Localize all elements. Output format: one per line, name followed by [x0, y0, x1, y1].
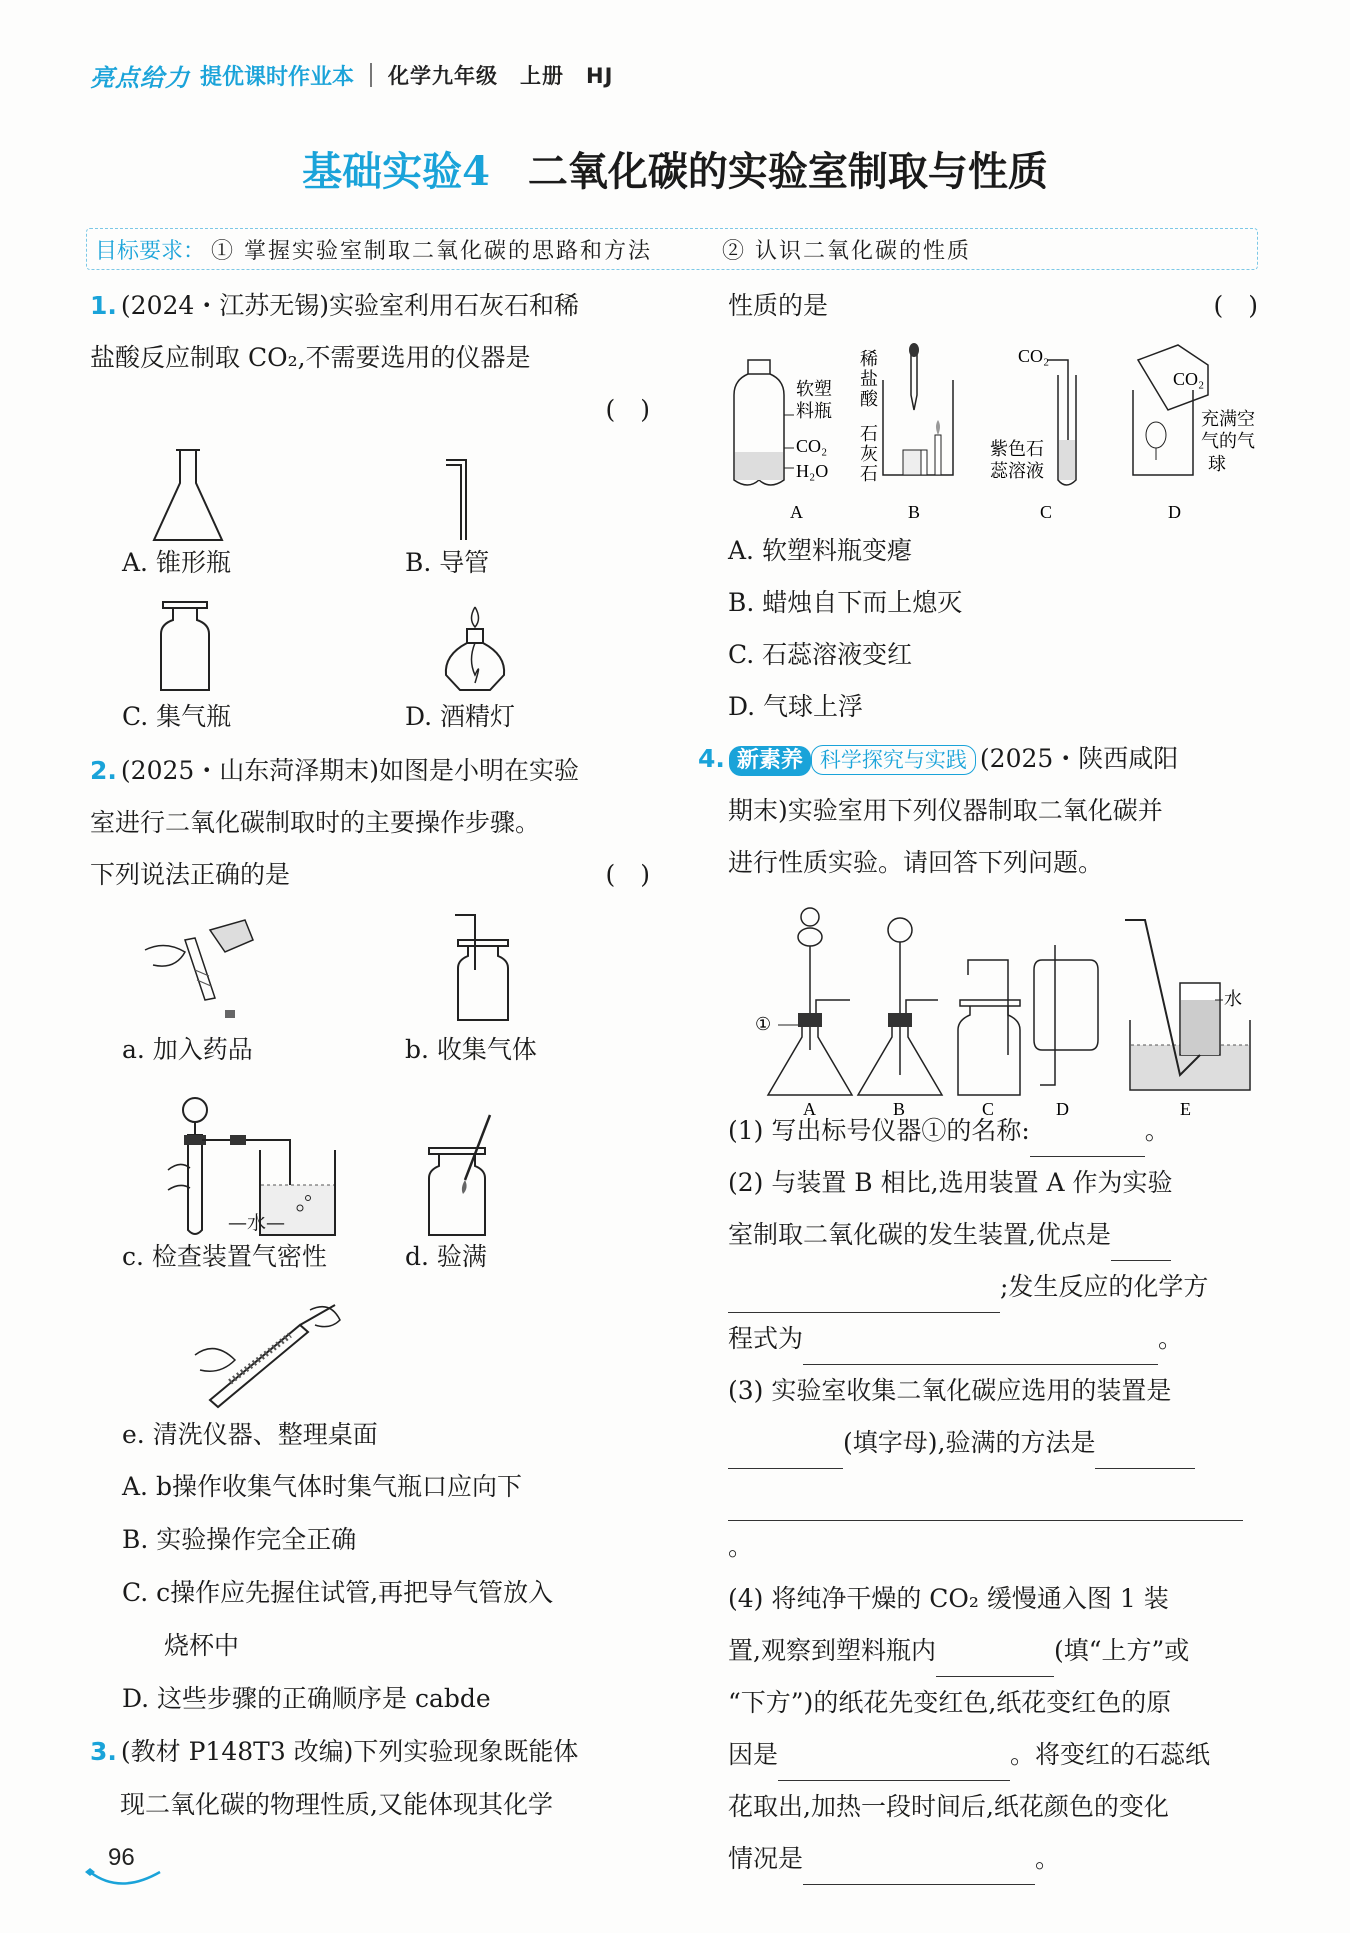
q4-blank-4a[interactable]	[936, 1646, 1054, 1677]
subject: 化学九年级	[388, 64, 499, 88]
title-main: 二氧化碳的实验室制取与性质	[527, 148, 1048, 195]
svg-text:灰: 灰	[860, 444, 878, 464]
svg-text:盐: 盐	[860, 369, 878, 389]
q4-part4-line2b: (填“上方”或	[1053, 1636, 1190, 1665]
q2-answer-paren[interactable]: ( )	[605, 860, 650, 889]
q1-option-b: B. 导管	[405, 548, 490, 577]
q1-answer-paren[interactable]: ( )	[605, 395, 650, 424]
q4-stem-line2: 期末)实验室用下列仪器制取二氧化碳并	[728, 796, 1163, 825]
q2-number: 2.	[90, 756, 117, 785]
q4-part4-line4a: 因是	[728, 1740, 779, 1769]
q2-stem-line3: 下列说法正确的是	[90, 860, 291, 889]
edition: HJ	[586, 64, 614, 88]
q4-blank-3c[interactable]	[728, 1490, 1243, 1521]
q4-part4-line5: 花取出,加热一段时间后,纸花颜色的变化	[728, 1792, 1169, 1821]
fig-water-label: 水	[1224, 989, 1242, 1009]
q2-option-a: A. b操作收集气体时集气瓶口应向下	[122, 1472, 522, 1501]
volume: 上册	[520, 64, 565, 88]
title-lead: 基础实验4	[302, 148, 490, 195]
header-divider	[370, 63, 372, 87]
q3-stem-line1: (教材 P148T3 改编)下列实验现象既能体	[120, 1737, 579, 1766]
svg-text:蕊溶液: 蕊溶液	[990, 461, 1044, 481]
question-4	[698, 733, 1258, 889]
svg-text:E: E	[1180, 1099, 1191, 1119]
apparatus-e	[1125, 920, 1250, 1119]
q2-step-d: d. 验满	[405, 1242, 487, 1271]
fig-label-b: B	[908, 502, 921, 522]
q4-blank-4b[interactable]	[778, 1750, 1010, 1781]
series-name: 提优课时作业本	[200, 64, 355, 90]
new-literacy-badge: 新素养	[729, 746, 811, 776]
fig-circle-1: ①	[755, 1014, 772, 1034]
verify-full-illustration	[425, 1110, 505, 1240]
svg-text:D: D	[1056, 1099, 1069, 1119]
alcohol-lamp-icon	[440, 605, 510, 695]
q2-options	[122, 1460, 662, 1725]
fig-a-co2: CO₂	[796, 436, 828, 456]
conical-flask-icon	[148, 445, 228, 545]
q4-part2-line1: (2) 与装置 B 相比,选用装置 A 作为实验	[728, 1168, 1173, 1197]
fig-label-d: D	[1168, 502, 1181, 522]
q1-option-a: A. 锥形瓶	[122, 548, 231, 577]
q4-blank-2a[interactable]	[1111, 1230, 1171, 1261]
svg-text:B: B	[893, 1099, 906, 1119]
science-practice-badge: 科学探究与实践	[811, 745, 976, 775]
q4-blank-1[interactable]	[1030, 1126, 1145, 1157]
q3-stem-line2: 现二氧化碳的物理性质,又能体现其化学	[120, 1790, 553, 1819]
q3-option-c: C. 石蕊溶液变红	[728, 640, 913, 669]
page-title	[0, 140, 1350, 197]
q1-stem-line1: (2024・江苏无锡)实验室利用石灰石和稀	[120, 291, 580, 320]
goal-item-1: ① 掌握实验室制取二氧化碳的思路和方法	[211, 238, 653, 264]
q2-option-b: B. 实验操作完全正确	[122, 1525, 357, 1554]
q2-stem-line1: (2025・山东菏泽期末)如图是小明在实验	[120, 756, 580, 785]
q1-option-c: C. 集气瓶	[122, 702, 232, 731]
q4-part1: (1) 写出标号仪器①的名称:	[728, 1116, 1030, 1145]
q4-apparatus-figure	[750, 905, 1250, 1119]
q2-option-c-line2: 烧杯中	[164, 1631, 240, 1660]
svg-text:紫色石: 紫色石	[990, 439, 1044, 459]
q3-number: 3.	[90, 1737, 117, 1766]
svg-text:稀: 稀	[860, 349, 878, 369]
svg-text:充满空: 充满空	[1201, 409, 1255, 429]
q4-blank-4c[interactable]	[803, 1854, 1035, 1885]
q2-option-d: D. 这些步骤的正确顺序是 cabde	[122, 1684, 491, 1713]
fig-a-h2o: H₂O	[796, 461, 829, 481]
q1-stem-line2: 盐酸反应制取 CO₂,不需要选用的仪器是	[90, 343, 531, 372]
q1-number: 1.	[90, 291, 117, 320]
q4-parts: (1) 写出标号仪器①的名称: 。 (2) 与装置 B 相比,选用装置 A 作为实验 室制取二氧化碳的发生装置,优点是 ;发生反应的化学方 程式为 。 (3) 实验室收集二氧化碳应选用的装置是 (填字母),验满的方法是 。 (4) 将纯净干燥的 CO₂ 缓慢通入图 1 装 置,观察到塑料瓶内 (填“上方”或 “下方”)的纸花先变红色,纸花变红色的原 因是 。将变红的石蕊纸 花取出,加热一段时间后,纸花颜色的变化 情况是 。	[728, 1105, 1258, 1885]
q4-part4-line4b: 。将变红的石蕊纸	[1010, 1740, 1211, 1769]
q4-part2-line4: 程式为	[728, 1324, 804, 1353]
q4-blank-2c[interactable]	[803, 1334, 1158, 1365]
question-3	[90, 1725, 660, 1831]
balloon-beaker-figure	[1133, 345, 1255, 522]
q3-option-a: A. 软塑料瓶变瘪	[728, 536, 912, 565]
svg-text:石: 石	[860, 424, 878, 444]
svg-text:酸: 酸	[860, 389, 878, 409]
q3-answer-paren[interactable]: ( )	[1213, 291, 1258, 320]
q4-part4-line6: 情况是	[728, 1844, 804, 1873]
q4-blank-3b[interactable]	[1095, 1438, 1195, 1469]
page-number: 96	[108, 1844, 135, 1871]
q4-part4-line1: (4) 将纯净干燥的 CO₂ 缓慢通入图 1 装	[728, 1584, 1169, 1613]
q4-part3-line2: (填字母),验满的方法是	[843, 1428, 1096, 1457]
apparatus-d	[1034, 945, 1098, 1119]
apparatus-a	[755, 908, 852, 1119]
svg-text:球: 球	[1208, 454, 1226, 474]
q4-stem-line3: 进行性质实验。请回答下列问题。	[728, 848, 1104, 877]
q2-step-b: b. 收集气体	[405, 1035, 537, 1064]
apparatus-c	[958, 960, 1020, 1119]
q4-number: 4.	[698, 744, 725, 773]
question-1	[90, 280, 650, 436]
fig-label-c: C	[1040, 502, 1053, 522]
q2-step-a: a. 加入药品	[122, 1035, 253, 1064]
q2-water-label: —水—	[228, 1212, 286, 1234]
soft-plastic-bottle-figure	[734, 360, 832, 522]
q4-part4-line2a: 置,观察到塑料瓶内	[728, 1636, 936, 1665]
q3-experiment-figure	[728, 340, 1268, 520]
q4-part4-line3: “下方”)的纸花先变红色,纸花变红色的原	[728, 1688, 1172, 1717]
svg-text:A: A	[803, 1099, 816, 1119]
q2-option-c-line1: C. c操作应先握住试管,再把导气管放入	[122, 1578, 554, 1607]
q3-continued	[728, 280, 1258, 332]
goal-item-2: ② 认识二氧化碳的性质	[722, 238, 972, 264]
q4-blank-2b[interactable]	[728, 1282, 1000, 1313]
q4-part2-line2: 室制取二氧化碳的发生装置,优点是	[728, 1220, 1111, 1249]
question-2	[90, 745, 650, 901]
svg-text:C: C	[982, 1099, 995, 1119]
q3-option-b: B. 蜡烛自下而上熄灭	[728, 588, 963, 617]
q4-part2-line3: ;发生反应的化学方	[1000, 1272, 1209, 1301]
page-header	[90, 55, 635, 95]
fig-label-a: A	[790, 502, 803, 522]
litmus-test-tube-figure	[990, 346, 1076, 522]
apparatus-b	[858, 918, 942, 1119]
fig-a-label-2: 料瓶	[796, 401, 832, 421]
header-meta	[388, 60, 635, 90]
q1-option-d: D. 酒精灯	[405, 702, 516, 731]
q2-stem-line2: 室进行二氧化碳制取时的主要操作步骤。	[90, 808, 541, 837]
gas-collection-illustration	[450, 910, 520, 1030]
gas-jar-icon	[155, 600, 215, 695]
add-reagent-illustration	[135, 910, 275, 1030]
glass-tube-icon	[440, 455, 480, 545]
fig-d-co2: CO₂	[1173, 369, 1205, 389]
brand-logo: 亮点给力	[90, 63, 190, 92]
svg-text:石: 石	[860, 464, 878, 484]
candle-beaker-figure	[860, 343, 953, 522]
q2-step-e: e. 清洗仪器、整理桌面	[122, 1420, 378, 1449]
q4-stem-line1: (2025・陕西咸阳	[979, 744, 1179, 773]
q3-option-d: D. 气球上浮	[728, 692, 864, 721]
goal-label: 目标要求：	[95, 238, 206, 264]
svg-text:气的气: 气的气	[1201, 431, 1255, 451]
goal-box	[86, 228, 1258, 270]
wash-instruments-illustration	[190, 1300, 350, 1410]
q4-blank-3a[interactable]	[728, 1438, 843, 1469]
fig-a-label-1: 软塑	[796, 379, 832, 399]
q2-step-c: c. 检查装置气密性	[122, 1242, 327, 1271]
fig-c-co2: CO₂	[1018, 346, 1050, 366]
q3-options	[728, 525, 1258, 733]
q3-stem-line3: 性质的是	[728, 291, 829, 320]
q4-part3-line1: (3) 实验室收集二氧化碳应选用的装置是	[728, 1376, 1172, 1405]
